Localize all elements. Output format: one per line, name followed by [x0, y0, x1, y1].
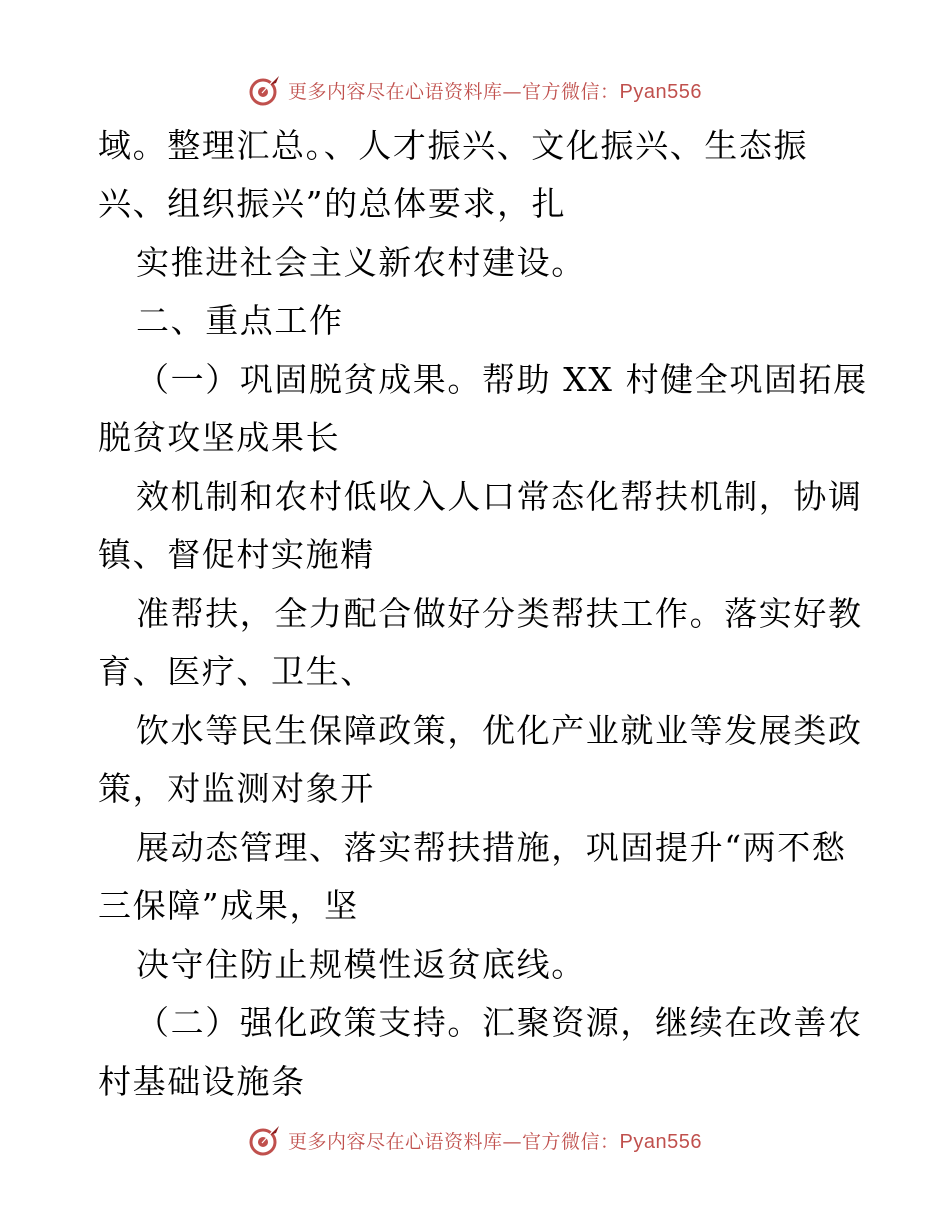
header-wechat-id: Pyan556 [619, 80, 702, 103]
quill-in-circle-logo-icon [248, 1123, 282, 1157]
text-line: 实推进社会主义新农村建设。 [136, 243, 586, 282]
text-line: 策，对监测对象开 [98, 769, 375, 808]
text-line: 三保障”成果，坚 [98, 886, 359, 925]
text-line: （二）强化政策支持。汇聚资源，继续在改善农 [136, 1003, 863, 1042]
section-heading: 二、重点工作 [136, 301, 344, 340]
text-line: 效机制和农村低收入人口常态化帮扶机制，协调 [136, 477, 863, 516]
text-line: 兴、组织振兴”的总体要求，扎 [98, 184, 567, 223]
header-banner-text: 更多内容尽在心语资料库—官方微信：Pyan556 [288, 80, 702, 103]
text-line: 育、医疗、卫生、 [98, 652, 375, 691]
text-line: （一）巩固脱贫成果。帮助 XX 村健全巩固拓展 [136, 360, 868, 399]
text-line: 准帮扶，全力配合做好分类帮扶工作。落实好教 [136, 594, 863, 633]
footer-banner [0, 1120, 950, 1160]
footer-banner-text: 更多内容尽在心语资料库—官方微信：Pyan556 [288, 1130, 702, 1153]
text-line: 决守住防止规模性返贫底线。 [136, 945, 586, 984]
footer-wechat-id: Pyan556 [619, 1130, 702, 1153]
text-line: 域。整理汇总。、人才振兴、文化振兴、生态振 [98, 126, 809, 165]
text-line: 镇、督促村实施精 [98, 535, 375, 574]
text-line: 村基础设施条 [98, 1062, 306, 1101]
text-line: 饮水等民生保障政策，优化产业就业等发展类政 [136, 711, 863, 750]
text-line: 展动态管理、落实帮扶措施，巩固提升“两不愁 [136, 828, 847, 867]
text-line: 脱贫攻坚成果长 [98, 418, 341, 457]
